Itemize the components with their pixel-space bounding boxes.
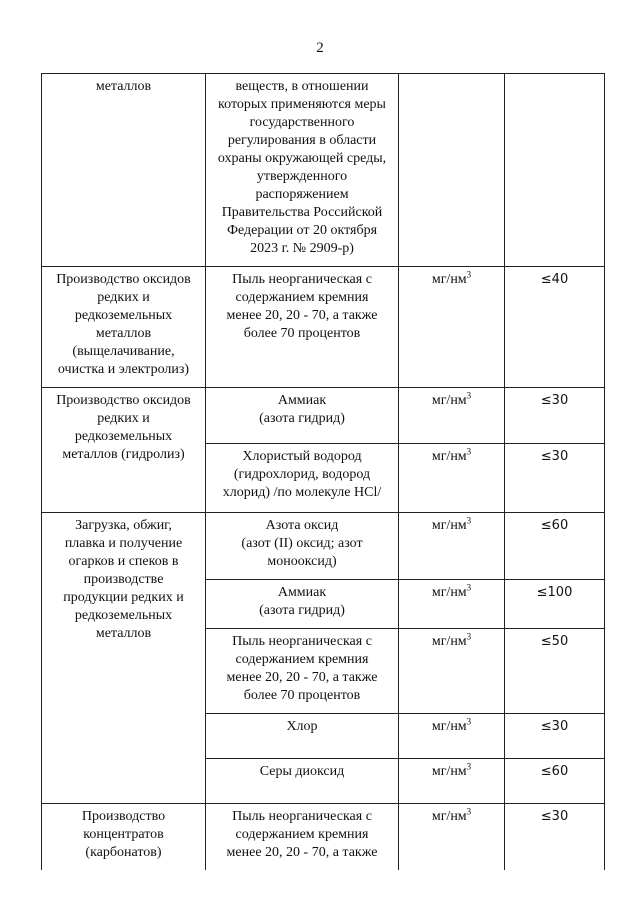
unit-text: мг/нм bbox=[431, 585, 467, 600]
substance-cell: Серы диоксид bbox=[206, 759, 399, 804]
process-cell: Производство оксидов редких и редкоземельных металлов (гидролиз) bbox=[42, 388, 206, 513]
limit-value: ≤50 bbox=[540, 634, 569, 649]
limit-value: ≤30 bbox=[540, 449, 569, 464]
process-cell: Загрузка, обжиг, плавка и получение огарков и спеков в производстве продукции редких и редкоземельных металлов bbox=[42, 513, 206, 804]
process-cell: Производство оксидов редких и редкоземельных металлов (выщелачивание, очистка и электролиз) bbox=[42, 267, 206, 388]
substance-cell: Пыль неорганическая с содержанием кремния менее 20, 20 - 70, а также более 70 процентов bbox=[206, 629, 399, 714]
value-cell bbox=[505, 444, 605, 513]
unit-cell bbox=[399, 580, 505, 629]
substance-cell: веществ, в отношении которых применяются меры государственного регулирования в области охраны окружающей среды, утвержденного распоряжением Правительства Российской Федерации от 20 октября 2023 г. № 2909-р) bbox=[206, 74, 399, 267]
value-cell bbox=[505, 804, 605, 871]
unit-exponent: 3 bbox=[466, 446, 472, 457]
limit-value: ≤60 bbox=[540, 518, 569, 533]
value-cell bbox=[505, 74, 605, 267]
unit-text: мг/нм bbox=[431, 764, 467, 779]
unit-text: мг/нм bbox=[431, 719, 467, 734]
limit-value: ≤60 bbox=[540, 764, 569, 779]
substance-cell: Хлористый водород (гидрохлорид, водород хлорид) /по молекуле HCl/ bbox=[206, 444, 399, 513]
unit-text: мг/нм bbox=[431, 518, 467, 533]
unit-text: мг/нм bbox=[431, 393, 467, 408]
substance-cell: Азота оксид (азот (II) оксид; азот монооксид) bbox=[206, 513, 399, 580]
unit-exponent: 3 bbox=[466, 761, 472, 772]
unit-exponent: 3 bbox=[466, 631, 472, 642]
unit-exponent: 3 bbox=[466, 582, 472, 593]
value-cell bbox=[505, 714, 605, 759]
unit-cell bbox=[399, 629, 505, 714]
unit-exponent: 3 bbox=[466, 806, 472, 817]
value-cell bbox=[505, 580, 605, 629]
value-cell bbox=[505, 629, 605, 714]
process-cell: Производство концентратов (карбонатов) bbox=[42, 804, 206, 871]
unit-cell bbox=[399, 267, 505, 388]
unit-text: мг/нм bbox=[431, 449, 467, 464]
unit-text: мг/нм bbox=[431, 809, 467, 824]
substance-cell: Пыль неорганическая с содержанием кремния менее 20, 20 - 70, а также более 70 процентов bbox=[206, 267, 399, 388]
unit-cell bbox=[399, 804, 505, 871]
table-row bbox=[42, 804, 605, 871]
unit-exponent: 3 bbox=[466, 390, 472, 401]
value-cell bbox=[505, 513, 605, 580]
substance-cell: Пыль неорганическая с содержанием кремния менее 20, 20 - 70, а также bbox=[206, 804, 399, 871]
value-cell bbox=[505, 759, 605, 804]
substance-cell: Аммиак (азота гидрид) bbox=[206, 580, 399, 629]
unit-exponent: 3 bbox=[466, 716, 472, 727]
unit-text: мг/нм bbox=[431, 634, 467, 649]
unit-cell bbox=[399, 513, 505, 580]
unit-text: мг/нм bbox=[431, 272, 467, 287]
page-number: 2 bbox=[316, 40, 324, 56]
table-row bbox=[42, 388, 605, 444]
unit-cell bbox=[399, 74, 505, 267]
substance-cell: Аммиак (азота гидрид) bbox=[206, 388, 399, 444]
table-row bbox=[42, 513, 605, 580]
process-cell: металлов bbox=[42, 74, 206, 267]
substance-cell: Хлор bbox=[206, 714, 399, 759]
unit-cell bbox=[399, 714, 505, 759]
value-cell bbox=[505, 267, 605, 388]
limit-value: ≤40 bbox=[540, 272, 569, 287]
limit-value: ≤30 bbox=[540, 393, 569, 408]
limit-value: ≤100 bbox=[536, 585, 573, 600]
limit-value: ≤30 bbox=[540, 809, 569, 824]
unit-exponent: 3 bbox=[466, 269, 472, 280]
unit-cell bbox=[399, 444, 505, 513]
table-row bbox=[42, 74, 605, 267]
limit-value: ≤30 bbox=[540, 719, 569, 734]
table-row bbox=[42, 267, 605, 388]
unit-cell bbox=[399, 759, 505, 804]
value-cell bbox=[505, 388, 605, 444]
emission-standards-table bbox=[41, 73, 605, 870]
unit-exponent: 3 bbox=[466, 515, 472, 526]
unit-cell bbox=[399, 388, 505, 444]
